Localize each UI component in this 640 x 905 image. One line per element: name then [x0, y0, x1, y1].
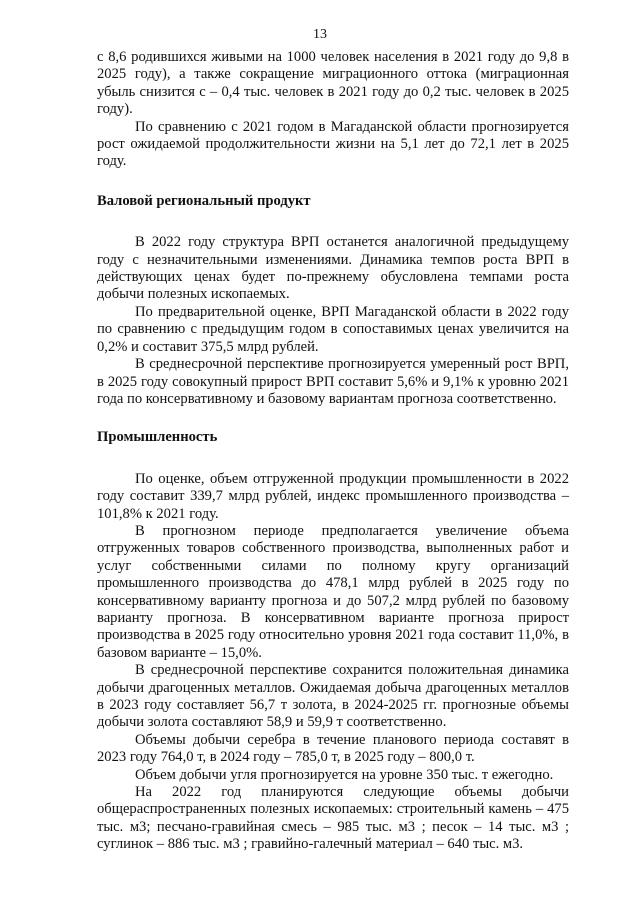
paragraph-grp-forecast: В среднесрочной перспективе прогнозируется умеренный рост ВРП, в 2025 году совокупный прирост ВРП составит 5,6% и 9,1% к уровню 2021 года по консервативному и базовому вариантам прогноза соответственно.	[97, 356, 569, 407]
page-number: 13	[313, 27, 327, 42]
paragraph-grp-estimate: По предварительной оценке, ВРП Магаданской области в 2022 году по сравнению с предыдущим годом в сопоставимых ценах увеличится на 0,2% и составит 375,5 млрд рублей.	[97, 303, 569, 355]
paragraph-demography-continued: с 8,6 родившихся живыми на 1000 человек населения в 2021 году до 9,8 в 2025 году), а также сокращение миграционного оттока (миграционная убыль снизится с – 0,4 тыс. человек в 2021 году до 0,2 тыс. человек в 2025 году).	[97, 49, 569, 118]
document-body	[97, 49, 569, 854]
paragraph-industry-estimate: По оценке, объем отгруженной продукции промышленности в 2022 году составит 339,7 млрд рублей, индекс промышленного производства – 101,8% к 2021 году.	[97, 470, 569, 522]
section-heading-grp: Валовой региональный продукт	[97, 192, 311, 209]
paragraph-precious-metals: В среднесрочной перспективе сохранится положительная динамика добычи драгоценных металлов. Ожидаемая добыча драгоценных металлов в 2023 году составляет 56,7 т золота, в 2024-2025 гг. прогнозные объемы добычи золота составляют 58,9 и 59,9 т соответственно.	[97, 662, 569, 731]
paragraph-life-expectancy: По сравнению с 2021 годом в Магаданской области прогнозируется рост ожидаемой продолжительности жизни на 5,1 лет до 72,1 лет в 2025 году.	[97, 118, 569, 170]
paragraph-common-minerals: На 2022 год планируются следующие объемы добычи общераспространенных полезных ископаемых: строительный камень – 475 тыс. м3; песчано-гравийная смесь – 985 тыс. м3 ; песок – 14 тыс. м3 ; суглинок – 886 тыс. м3 ; гравийно-галечный материал – 640 тыс. м3.	[97, 784, 569, 853]
paragraph-grp-structure: В 2022 году структура ВРП останется аналогичной предыдущему году с незначительными изменениями. Динамика темпов роста ВРП в действующих ценах будет по-прежнему обусловлена темпами роста добычи полезных ископаемых.	[97, 234, 569, 303]
paragraph-industry-forecast: В прогнозном периоде предполагается увеличение объема отгруженных товаров собственного производства, выполненных работ и услуг собственными силами по полному кругу организаций промышленного производства до 478,1 млрд рублей в 2025 году по консервативному варианту прогноза и до 507,2 млрд рублей по базовому варианту прогноза. В консервативном варианте прогноза прирост производства в 2025 году относительно уровня 2021 года составит 11,0%, в базовом варианте – 15,0%.	[97, 522, 569, 661]
paragraph-coal: Объем добычи угля прогнозируется на уровне 350 тыс. т ежегодно.	[135, 766, 554, 783]
section-heading-industry: Промышленность	[97, 429, 218, 446]
paragraph-silver: Объемы добычи серебра в течение планового периода составят в 2023 году 764,0 т, в 2024 году – 785,0 т, в 2025 году – 800,0 т.	[97, 731, 569, 766]
